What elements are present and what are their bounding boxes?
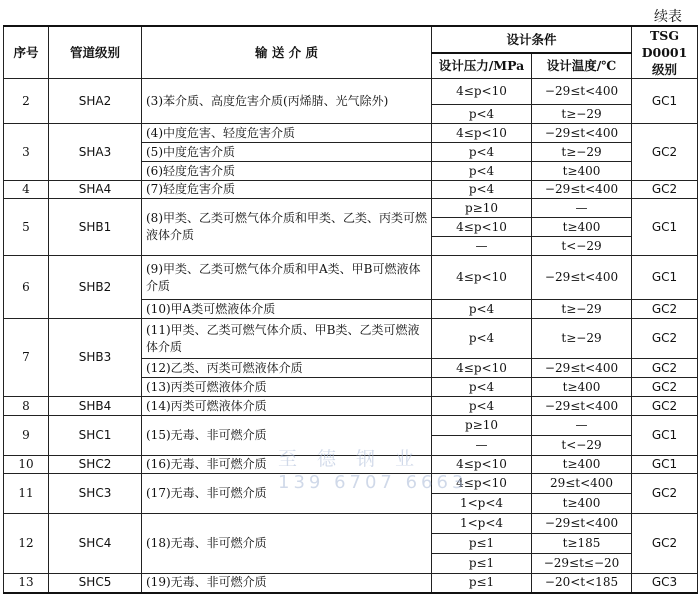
- cell-pressure: p<4: [432, 319, 532, 359]
- watermark-company: 至德钢业: [278, 448, 435, 470]
- continued-table-caption: 续表: [654, 9, 682, 25]
- cell-temperature: −29≤t<400: [532, 124, 632, 143]
- cell-gc: GC1: [632, 456, 698, 474]
- cell-seq: 6: [4, 256, 49, 319]
- cell-level: SHB2: [49, 256, 142, 319]
- cell-pressure: —: [432, 237, 532, 256]
- cell-medium: (14)丙类可燃液体介质: [142, 397, 432, 416]
- cell-medium: (6)轻度危害介质: [142, 162, 432, 181]
- cell-temperature: t<−29: [532, 436, 632, 456]
- cell-level: SHA4: [49, 181, 142, 199]
- cell-temperature: t≥−29: [532, 300, 632, 319]
- cell-gc: GC1: [632, 199, 698, 256]
- cell-level: SHB3: [49, 319, 142, 397]
- cell-medium: (4)中度危害、轻度危害介质: [142, 124, 432, 143]
- pipeline-classification-table: [3, 25, 698, 594]
- header-temperature: 设计温度/℃: [532, 53, 632, 79]
- cell-level: SHA2: [49, 79, 142, 124]
- cell-seq: 2: [4, 79, 49, 124]
- cell-medium: (3)苯介质、高度危害介质(丙烯腈、光气除外): [142, 79, 432, 124]
- cell-gc: GC2: [632, 474, 698, 514]
- header-tsg-line1: TSG D0001: [641, 28, 688, 60]
- cell-medium: (18)无毒、非可燃介质: [142, 514, 432, 574]
- cell-gc: GC2: [632, 397, 698, 416]
- cell-medium: (11)甲类、乙类可燃气体介质、甲B类、乙类可燃液体介质: [142, 319, 432, 359]
- cell-pressure: p<4: [432, 397, 532, 416]
- cell-gc: GC2: [632, 181, 698, 199]
- cell-pressure: p<4: [432, 300, 532, 319]
- cell-temperature: −29≤t<400: [532, 181, 632, 199]
- header-tsg: [632, 26, 698, 79]
- cell-temperature: −20<t<185: [532, 574, 632, 593]
- cell-medium: (5)中度危害介质: [142, 143, 432, 162]
- cell-pressure: p<4: [432, 105, 532, 124]
- cell-gc: GC2: [632, 378, 698, 397]
- cell-gc: GC3: [632, 574, 698, 593]
- cell-pressure: 4≤p<10: [432, 256, 532, 300]
- cell-temperature: —: [532, 199, 632, 218]
- cell-pressure: p<4: [432, 378, 532, 397]
- cell-seq: 9: [4, 416, 49, 456]
- cell-seq: 5: [4, 199, 49, 256]
- cell-temperature: t<−29: [532, 237, 632, 256]
- cell-gc: GC1: [632, 79, 698, 124]
- cell-pressure: p<4: [432, 181, 532, 199]
- cell-level: SHC4: [49, 514, 142, 574]
- cell-medium: (15)无毒、非可燃介质: [142, 416, 432, 456]
- cell-medium: (7)轻度危害介质: [142, 181, 432, 199]
- cell-pressure: 1<p<4: [432, 514, 532, 534]
- cell-level: SHC1: [49, 416, 142, 456]
- cell-level: SHC3: [49, 474, 142, 514]
- cell-seq: 11: [4, 474, 49, 514]
- cell-temperature: −29≤t<400: [532, 79, 632, 105]
- cell-pressure: p≥10: [432, 199, 532, 218]
- cell-pressure: 1<p<4: [432, 494, 532, 514]
- cell-pressure: 4≤p<10: [432, 79, 532, 105]
- cell-temperature: −29≤t<400: [532, 359, 632, 378]
- cell-level: SHB4: [49, 397, 142, 416]
- cell-seq: 12: [4, 514, 49, 574]
- cell-gc: GC2: [632, 319, 698, 359]
- cell-medium: (10)甲A类可燃液体介质: [142, 300, 432, 319]
- header-tsg-line2: 级别: [652, 62, 678, 77]
- header-level: 管道级别: [49, 26, 142, 79]
- cell-pressure: p≤1: [432, 534, 532, 554]
- cell-seq: 13: [4, 574, 49, 593]
- cell-medium: (13)丙类可燃液体介质: [142, 378, 432, 397]
- cell-medium: (9)甲类、乙类可燃气体介质和甲A类、甲B可燃液体介质: [142, 256, 432, 300]
- cell-level: SHB1: [49, 199, 142, 256]
- cell-level: SHA3: [49, 124, 142, 181]
- cell-temperature: t≥400: [532, 218, 632, 237]
- cell-temperature: t≥−29: [532, 105, 632, 124]
- cell-pressure: p<4: [432, 162, 532, 181]
- cell-temperature: t≥−29: [532, 319, 632, 359]
- cell-seq: 4: [4, 181, 49, 199]
- cell-temperature: −29≤t≤−20: [532, 554, 632, 574]
- cell-level: SHC5: [49, 574, 142, 593]
- cell-temperature: t≥400: [532, 162, 632, 181]
- cell-temperature: t≥185: [532, 534, 632, 554]
- cell-level: SHC2: [49, 456, 142, 474]
- cell-temperature: t≥−29: [532, 143, 632, 162]
- cell-gc: GC2: [632, 514, 698, 574]
- cell-pressure: 4≤p<10: [432, 124, 532, 143]
- cell-pressure: 4≤p<10: [432, 359, 532, 378]
- cell-temperature: t≥400: [532, 494, 632, 514]
- cell-medium: (19)无毒、非可燃介质: [142, 574, 432, 593]
- cell-seq: 10: [4, 456, 49, 474]
- cell-medium: (16)无毒、非可燃介质: [142, 456, 432, 474]
- cell-pressure: 4≤p<10: [432, 218, 532, 237]
- cell-gc: GC1: [632, 256, 698, 300]
- cell-pressure: —: [432, 436, 532, 456]
- cell-temperature: t≥400: [532, 456, 632, 474]
- cell-gc: GC2: [632, 124, 698, 181]
- cell-pressure: p≥10: [432, 416, 532, 436]
- header-medium: 输 送 介 质: [142, 26, 432, 79]
- cell-gc: GC2: [632, 359, 698, 378]
- cell-pressure: p<4: [432, 143, 532, 162]
- cell-pressure: 4≤p<10: [432, 474, 532, 494]
- cell-temperature: —: [532, 416, 632, 436]
- cell-temperature: t≥400: [532, 378, 632, 397]
- cell-gc: GC2: [632, 300, 698, 319]
- cell-pressure: p≤1: [432, 574, 532, 593]
- cell-seq: 3: [4, 124, 49, 181]
- cell-temperature: −29≤t<400: [532, 514, 632, 534]
- cell-seq: 7: [4, 319, 49, 397]
- header-pressure: 设计压力/MPa: [432, 53, 532, 79]
- cell-temperature: −29≤t<400: [532, 397, 632, 416]
- cell-pressure: 4≤p<10: [432, 456, 532, 474]
- header-design-conditions: 设计条件: [432, 26, 632, 53]
- cell-medium: (8)甲类、乙类可燃气体介质和甲类、乙类、丙类可燃液体介质: [142, 199, 432, 256]
- cell-temperature: −29≤t<400: [532, 256, 632, 300]
- cell-pressure: p≤1: [432, 554, 532, 574]
- header-seq: 序号: [4, 26, 49, 79]
- cell-gc: GC1: [632, 416, 698, 456]
- cell-medium: (17)无毒、非可燃介质: [142, 474, 432, 514]
- cell-temperature: 29≤t<400: [532, 474, 632, 494]
- cell-seq: 8: [4, 397, 49, 416]
- watermark-phone: 139 6707 6663: [278, 472, 468, 493]
- cell-medium: (12)乙类、丙类可燃液体介质: [142, 359, 432, 378]
